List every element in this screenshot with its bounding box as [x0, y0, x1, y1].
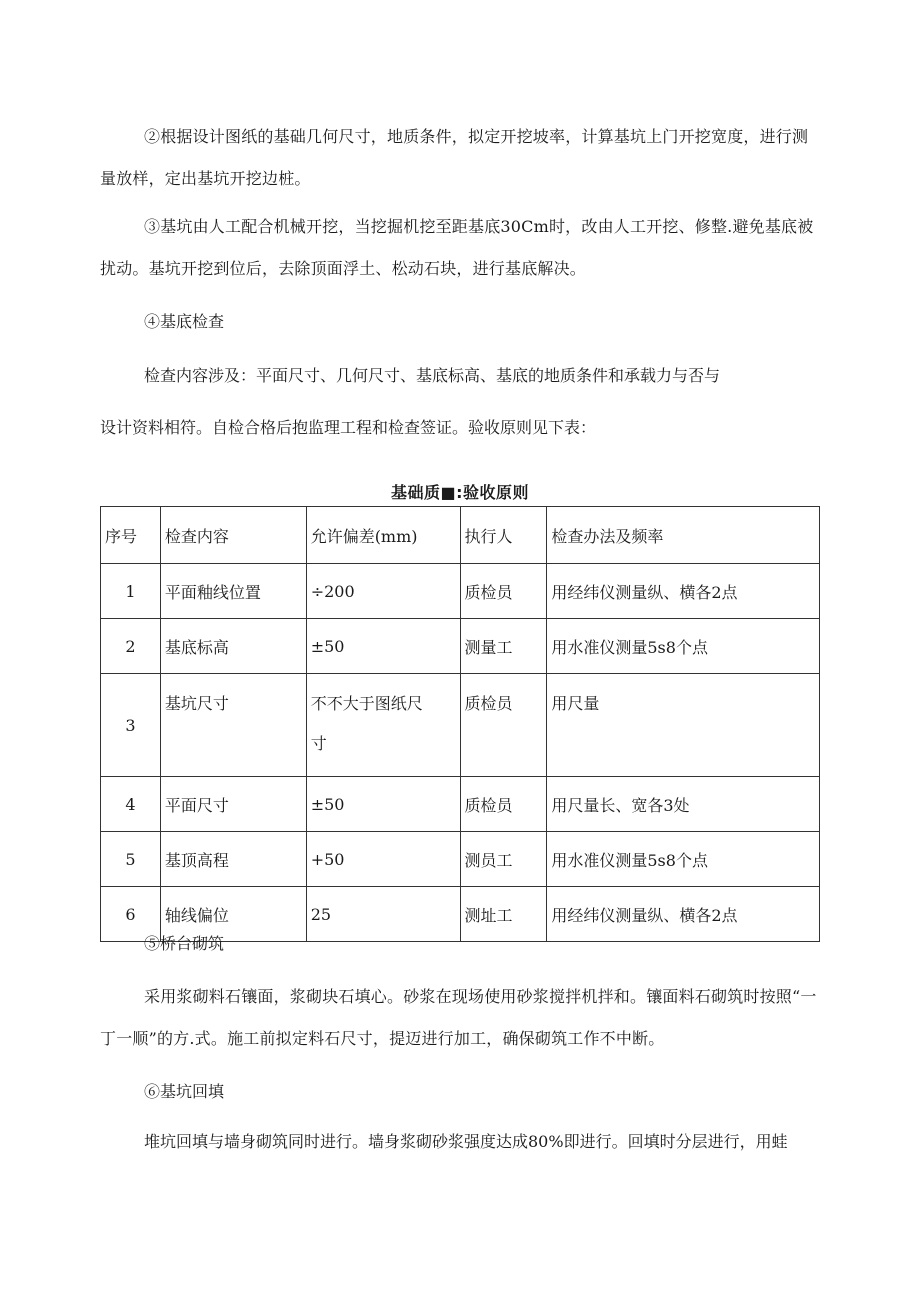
cell-executor: 质检员: [460, 564, 547, 619]
cell-method: 用尺量: [547, 674, 820, 777]
cell-tolerance: ÷200: [306, 564, 460, 619]
cell-no: 3: [101, 674, 161, 777]
table-row: [101, 674, 820, 777]
cell-no: 4: [101, 777, 161, 832]
cell-executor: 测址工: [460, 887, 547, 942]
table-row: [101, 619, 820, 674]
cell-executor: 测量工: [460, 619, 547, 674]
table-row: [101, 832, 820, 887]
table-row: [101, 564, 820, 619]
acceptance-table: [100, 506, 820, 942]
cell-method: 用经纬仪测量纵、横各2点: [547, 564, 820, 619]
cell-tolerance: ±50: [306, 777, 460, 832]
header-item: 检查内容: [160, 507, 306, 564]
cell-item: 基顶高程: [160, 832, 306, 887]
cell-executor: 测员工: [460, 832, 547, 887]
table-header-row: [101, 507, 820, 564]
cell-item: 平面尺寸: [160, 777, 306, 832]
cell-no: 5: [101, 832, 161, 887]
cell-item: 轴线偏位: [160, 887, 306, 942]
cell-method: 用水准仪测量5s8个点: [547, 832, 820, 887]
cell-item: 基坑尺寸: [160, 674, 306, 777]
cell-executor: 质检员: [460, 777, 547, 832]
heading-backfill: ⑥基坑回填: [144, 1082, 225, 1101]
cell-method: 用经纬仪测量纵、横各2点: [547, 887, 820, 942]
paragraph-step-5: 采用浆砌料石镶面，浆砌块石填心。砂浆在现场使用砂浆搅拌机拌和。镶面料石砌筑时按照“一丁一顺”的方.式。施工前拟定料石尺寸，提迈进行加工，确保砌筑工作不中断。: [100, 987, 817, 1048]
cell-tolerance: 不不大于图纸尺寸: [306, 674, 460, 777]
header-method: 检查办法及频率: [547, 507, 820, 564]
cell-no: 6: [101, 887, 161, 942]
cell-item: 平面釉线位置: [160, 564, 306, 619]
heading-foundation-check: ④基底检查: [144, 312, 225, 331]
table-row: [101, 777, 820, 832]
heading-abutment-masonry: ⑤桥台砌筑: [144, 934, 225, 953]
cell-no: 1: [101, 564, 161, 619]
paragraph-step-6: 堆坑回填与墙身砌筑同时进行。墙身浆砌砂浆强度达成80%即进行。回填时分层进行，用蛙: [144, 1132, 788, 1151]
cell-tolerance: ±50: [306, 619, 460, 674]
cell-executor: 质检员: [460, 674, 547, 777]
table-title: 基础质■:验收原则: [390, 483, 530, 502]
paragraph-check-line-2: 设计资料相符。自检合格后抱监理工程和检查签证。验收原则见下表：: [100, 418, 597, 437]
header-executor: 执行人: [460, 507, 547, 564]
paragraph-check-line-1: 检查内容涉及：平面尺寸、几何尺寸、基底标高、基底的地质条件和承载力与否与: [144, 366, 721, 385]
cell-tolerance: +50: [306, 832, 460, 887]
paragraph-step-3: ③基坑由人工配合机械开挖，当挖掘机挖至距基底30Cm时，改由人工开挖、修整.避免基底被扰动。基坑开挖到位后，去除顶面浮土、松动石块，进行基底解决。: [100, 217, 814, 278]
header-no: 序号: [101, 507, 161, 564]
cell-method: 用水准仪测量5s8个点: [547, 619, 820, 674]
header-tolerance: 允许偏差(mm): [306, 507, 460, 564]
cell-method: 用尺量长、宽各3处: [547, 777, 820, 832]
paragraph-step-2: ②根据设计图纸的基础几何尺寸，地质条件，拟定开挖坡率，计算基坑上门开挖宽度，进行测量放样，定出基坑开挖边桩。: [100, 127, 809, 188]
cell-tolerance: 25: [306, 887, 460, 942]
cell-item: 基底标高: [160, 619, 306, 674]
cell-no: 2: [101, 619, 161, 674]
